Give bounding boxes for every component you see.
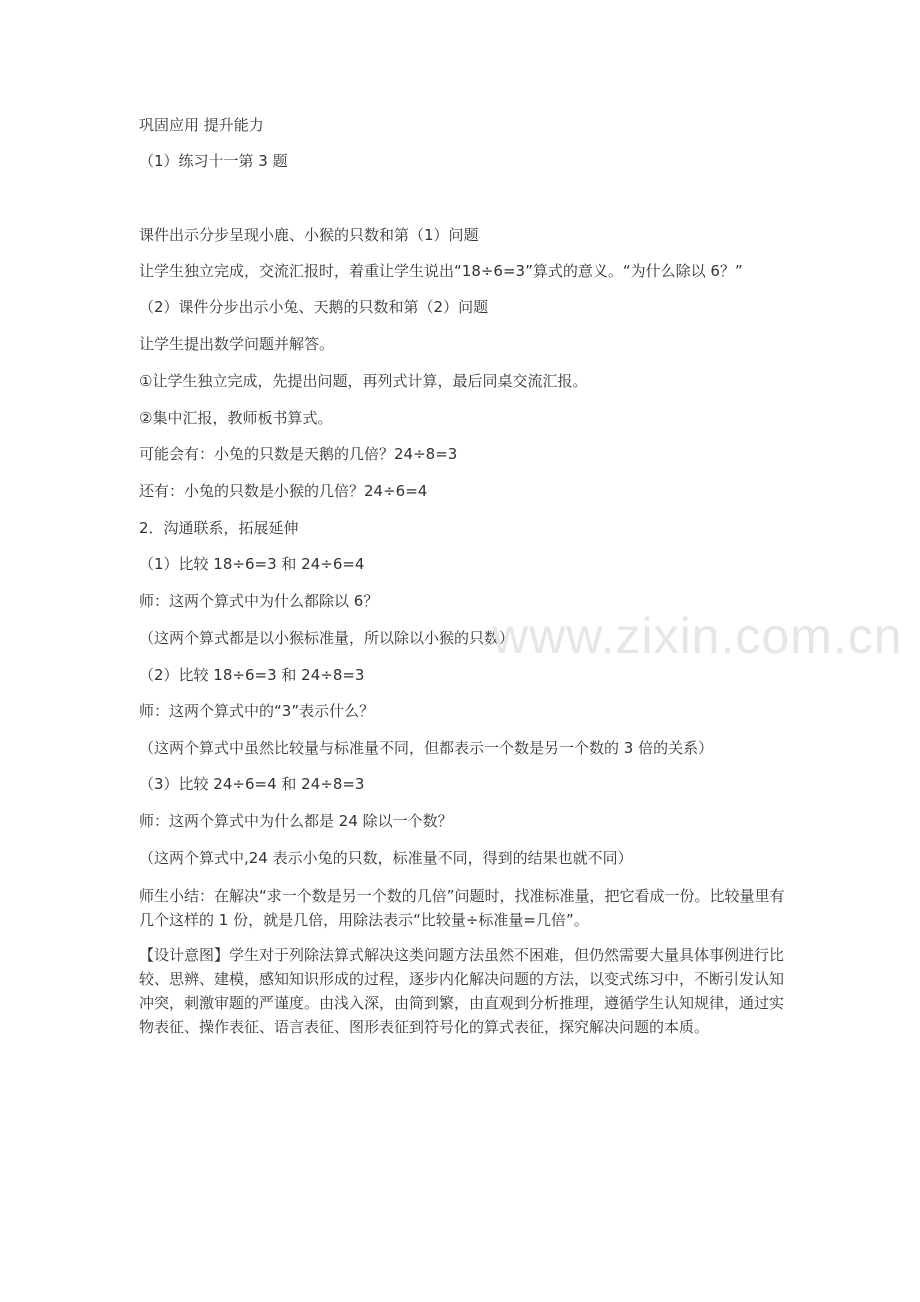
text-line: （1）比较 18÷6=3 和 24÷6=4 [139,555,365,573]
text-line: ①让学生独立完成，先提出问题，再列式计算，最后同桌交流汇报。 [139,372,588,390]
text-line: 让学生提出数学问题并解答。 [139,335,335,353]
text-line: （这两个算式中,24 表示小兔的只数，标准量不同，得到的结果也就不同） [139,849,633,867]
text-line: 还有：小兔的只数是小猴的几倍？24÷6=4 [139,482,428,500]
text-line: 让学生独立完成，交流汇报时，着重让学生说出“18÷6=3”算式的意义。“为什么除以 6？” [139,262,743,280]
section-heading: 巩固应用 提升能力 [139,116,264,134]
section-heading: 2．沟通联系，拓展延伸 [139,519,299,537]
text-line: （3）比较 24÷6=4 和 24÷8=3 [139,775,365,793]
text-line: （2）比较 18÷6=3 和 24÷8=3 [139,666,365,684]
exercise-title: （1）练习十一第 3 题 [139,152,288,170]
text-line: 师：这两个算式中为什么都除以 6？ [139,592,379,610]
text-line: ②集中汇报，教师板书算式。 [139,409,333,427]
text-line: 师：这两个算式中的“3”表示什么？ [139,702,375,720]
text-line: 可能会有：小兔的只数是天鹅的几倍？24÷8=3 [139,445,458,463]
text-line: （2）课件分步出示小兔、天鹅的只数和第（2）问题 [139,298,489,316]
text-line: 课件出示分步呈现小鹿、小猴的只数和第（1）问题 [139,226,479,244]
design-intent-paragraph: 【设计意图】学生对于列除法算式解决这类问题方法虽然不困难，但仍然需要大量具体事例进行比较、思辨、建模，感知知识形成的过程，逐步内化解决问题的方法，以变式练习中，不断引发认知冲突，刺激审题的严谨度。由浅入深，由简到繁，由直观到分析推理，遵循学生认知规律，通过实物表征、操作表征、语言表征、图形表征到符号化的算式表征，探究解决问题的本质。 [139,946,785,1036]
text-line: 师：这两个算式中为什么都是 24 除以一个数？ [139,812,453,830]
summary-paragraph: 师生小结：在解决“求一个数是另一个数的几倍”问题时，找准标准量，把它看成一份。比较量里有几个这样的 1 份，就是几倍，用除法表示“比较量÷标准量=几倍”。 [139,887,785,929]
text-line: （这两个算式都是以小猴标准量，所以除以小猴的只数） [139,629,515,647]
text-line: （这两个算式中虽然比较量与标准量不同，但都表示一个数是另一个数的 3 倍的关系） [139,739,714,757]
watermark: www.zixin.com.cn [492,608,903,664]
